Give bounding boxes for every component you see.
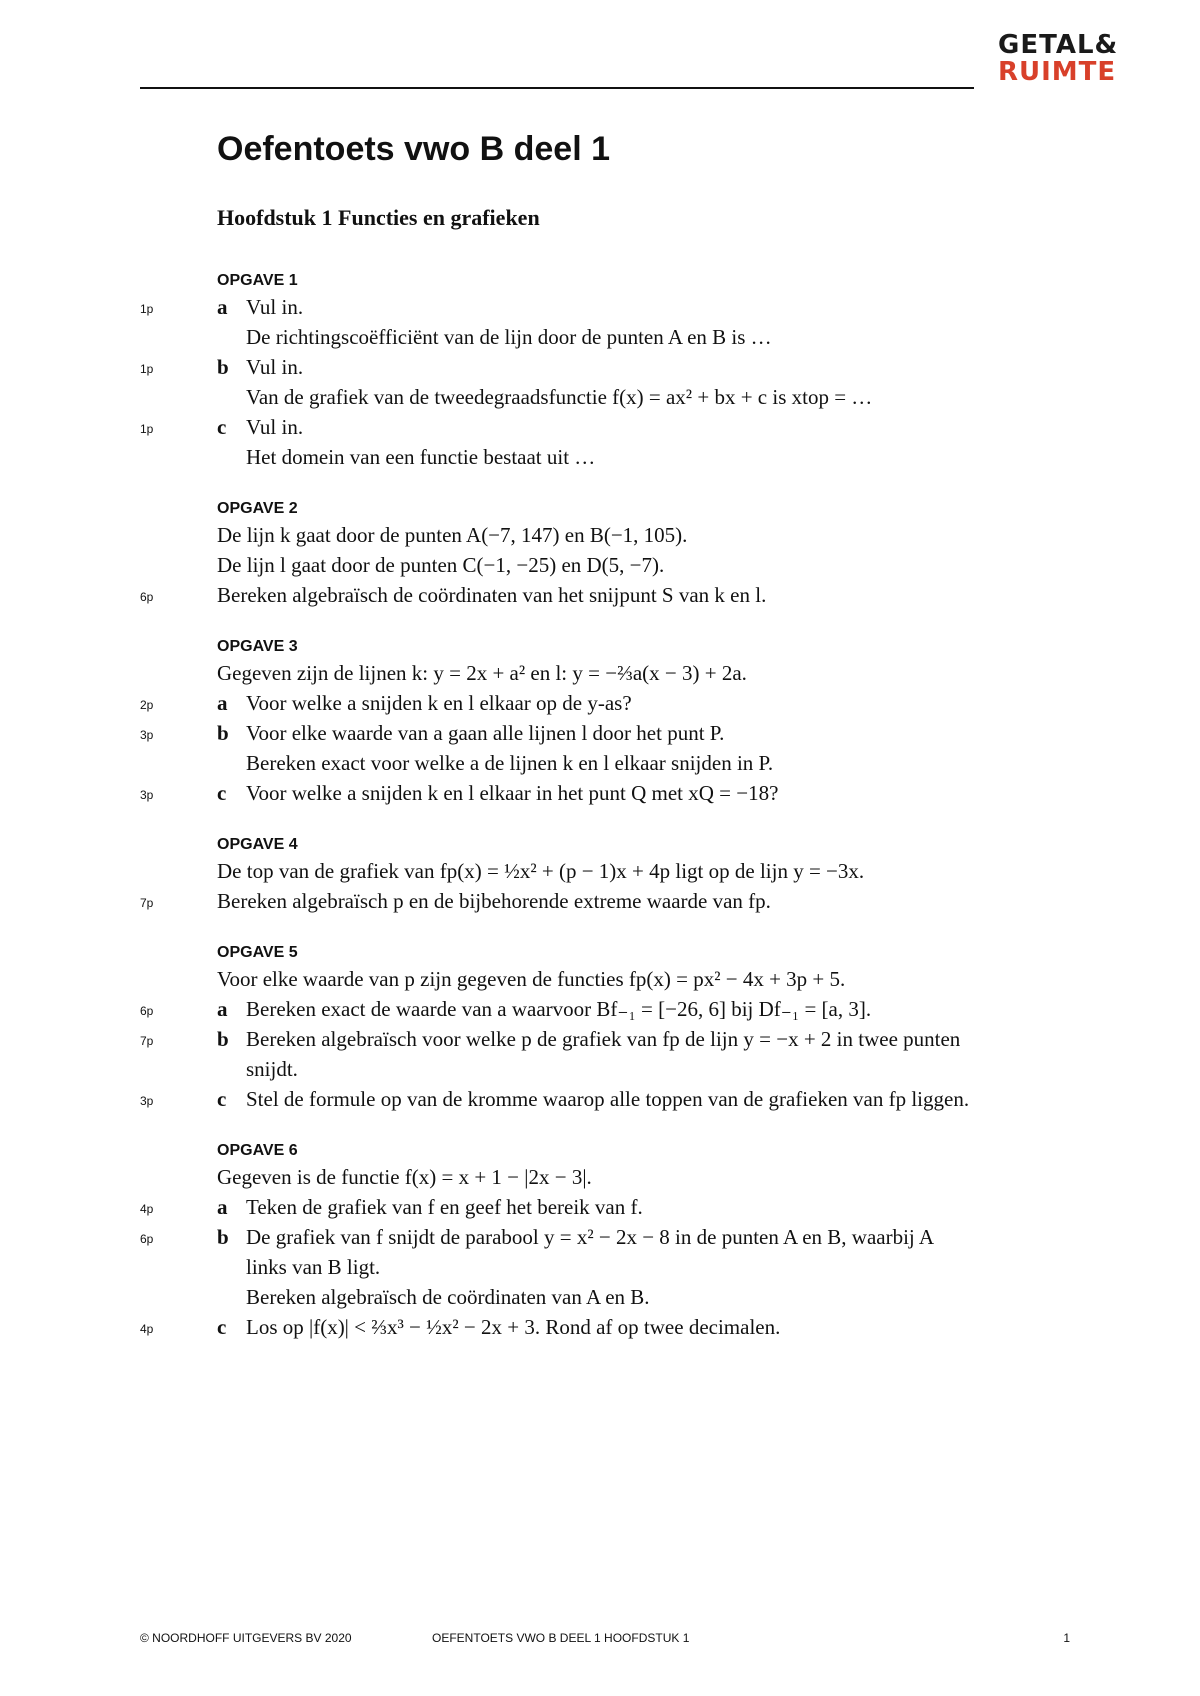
question-line: [0, 382, 1200, 412]
points-label: 4p: [140, 1322, 154, 1336]
opgave-block: [0, 270, 1200, 472]
sub-question-letter: c: [217, 1087, 227, 1111]
sub-question-letter: b: [217, 721, 229, 745]
question-line: [0, 778, 1200, 808]
question-line: [0, 658, 1200, 688]
question-text: Vul in.: [246, 355, 304, 379]
question-text: Gegeven is de functie f(x) = x + 1 − |2x − 3|.: [217, 1165, 592, 1189]
opgave-heading: OPGAVE 2: [217, 500, 298, 517]
sub-question-letter: a: [217, 997, 228, 1021]
points-label: 2p: [140, 698, 154, 712]
question-text: Bereken algebraïsch p en de bijbehorende extreme waarde van fp.: [217, 889, 771, 913]
points-label: 1p: [140, 422, 154, 436]
question-line: [0, 964, 1200, 994]
sub-question-letter: c: [217, 1315, 227, 1339]
question-line: [0, 688, 1200, 718]
points-label: 1p: [140, 362, 154, 376]
logo-line-2: RUIMTE: [998, 57, 1117, 87]
points-label: 3p: [140, 1094, 154, 1108]
question-line: [0, 1054, 1200, 1084]
question-text: Het domein van een functie bestaat uit …: [246, 445, 596, 469]
question-line: [0, 292, 1200, 322]
points-label: 3p: [140, 788, 154, 802]
points-label: 3p: [140, 728, 154, 742]
question-line: [0, 442, 1200, 472]
points-label: 6p: [140, 1004, 154, 1018]
question-text: Bereken exact de waarde van a waarvoor Bf₋₁ = [−26, 6] bij Df₋₁ = [a, 3].: [246, 997, 872, 1021]
opgave-heading: OPGAVE 1: [217, 272, 298, 289]
question-line: [0, 322, 1200, 352]
question-text: Voor elke waarde van a gaan alle lijnen l door het punt P.: [246, 721, 725, 745]
question-text: Gegeven zijn de lijnen k: y = 2x + a² en l: y = −⅔a(x − 3) + 2a.: [217, 661, 747, 685]
sub-question-letter: a: [217, 691, 228, 715]
question-line: [0, 1084, 1200, 1114]
question-line: [0, 520, 1200, 550]
header-rule: [140, 87, 974, 89]
question-text: Voor elke waarde van p zijn gegeven de functies fp(x) = px² − 4x + 3p + 5.: [217, 967, 846, 991]
sub-question-letter: c: [217, 781, 227, 805]
opgave-block: [0, 636, 1200, 808]
opgave-heading: OPGAVE 4: [217, 836, 298, 853]
question-text: De top van de grafiek van fp(x) = ½x² + (p − 1)x + 4p ligt op de lijn y = −3x.: [217, 859, 865, 883]
question-text: Bereken algebraïsch de coördinaten van A en B.: [246, 1285, 650, 1309]
question-line: [0, 886, 1200, 916]
question-text: Los op |f(x)| < ⅔x³ − ½x² − 2x + 3. Rond af op twee decimalen.: [246, 1315, 781, 1339]
question-text: Stel de formule op van de kromme waarop alle toppen van de grafieken van fp liggen.: [246, 1087, 970, 1111]
question-line: [0, 994, 1200, 1024]
question-line: [0, 1162, 1200, 1192]
logo-line-1: GETAL&: [998, 30, 1119, 60]
question-text: snijdt.: [246, 1057, 298, 1081]
question-line: [0, 412, 1200, 442]
sub-question-letter: b: [217, 355, 229, 379]
question-line: [0, 718, 1200, 748]
question-line: [0, 550, 1200, 580]
question-line: [0, 748, 1200, 778]
opgave-block: [0, 942, 1200, 1114]
question-text: Bereken algebraïsch voor welke p de grafiek van fp de lijn y = −x + 2 in twee punten: [246, 1027, 961, 1051]
question-line: [0, 580, 1200, 610]
points-label: 4p: [140, 1202, 154, 1216]
question-line: [0, 1252, 1200, 1282]
publisher-logo: [998, 32, 1118, 85]
opgave-block: [0, 498, 1200, 610]
opgave-heading: OPGAVE 5: [217, 944, 298, 961]
question-text: links van B ligt.: [246, 1255, 381, 1279]
points-label: 7p: [140, 1034, 154, 1048]
question-text: Teken de grafiek van f en geef het bereik van f.: [246, 1195, 643, 1219]
footer-document-title: OEFENTOETS VWO B DEEL 1 HOOFDSTUK 1: [432, 1631, 690, 1645]
points-label: 1p: [140, 302, 154, 316]
question-text: De lijn l gaat door de punten C(−1, −25) en D(5, −7).: [217, 553, 665, 577]
sub-question-letter: b: [217, 1027, 229, 1051]
question-text: De lijn k gaat door de punten A(−7, 147) en B(−1, 105).: [217, 523, 688, 547]
footer-copyright: © NOORDHOFF UITGEVERS BV 2020: [140, 1631, 352, 1645]
question-line: [0, 1282, 1200, 1312]
question-text: Voor welke a snijden k en l elkaar op de y-as?: [246, 691, 632, 715]
question-text: Vul in.: [246, 415, 304, 439]
question-text: Voor welke a snijden k en l elkaar in het punt Q met xQ = −18?: [246, 781, 779, 805]
question-text: De grafiek van f snijdt de parabool y = x² − 2x − 8 in de punten A en B, waarbij A: [246, 1225, 935, 1249]
sub-question-letter: b: [217, 1225, 229, 1249]
question-line: [0, 1312, 1200, 1342]
sub-question-letter: a: [217, 295, 228, 319]
question-text: Bereken exact voor welke a de lijnen k en l elkaar snijden in P.: [246, 751, 774, 775]
opgave-heading: OPGAVE 6: [217, 1142, 298, 1159]
footer-page-number: 1: [1063, 1631, 1070, 1645]
points-label: 7p: [140, 896, 154, 910]
question-line: [0, 856, 1200, 886]
exercise-list: [0, 270, 1200, 1368]
question-text: De richtingscoëfficiënt van de lijn door de punten A en B is …: [246, 325, 772, 349]
opgave-block: [0, 834, 1200, 916]
points-label: 6p: [140, 590, 154, 604]
question-text: Bereken algebraïsch de coördinaten van het snijpunt S van k en l.: [217, 583, 767, 607]
question-text: Vul in.: [246, 295, 304, 319]
sub-question-letter: a: [217, 1195, 228, 1219]
points-label: 6p: [140, 1232, 154, 1246]
question-line: [0, 1192, 1200, 1222]
question-line: [0, 1222, 1200, 1252]
sub-question-letter: c: [217, 415, 227, 439]
opgave-heading: OPGAVE 3: [217, 638, 298, 655]
question-text: Van de grafiek van de tweedegraadsfunctie f(x) = ax² + bx + c is xtop = …: [246, 385, 873, 409]
page-title: Oefentoets vwo B deel 1: [217, 130, 610, 168]
opgave-block: [0, 1140, 1200, 1342]
question-line: [0, 352, 1200, 382]
chapter-title: Hoofdstuk 1 Functies en grafieken: [217, 205, 540, 230]
question-line: [0, 1024, 1200, 1054]
